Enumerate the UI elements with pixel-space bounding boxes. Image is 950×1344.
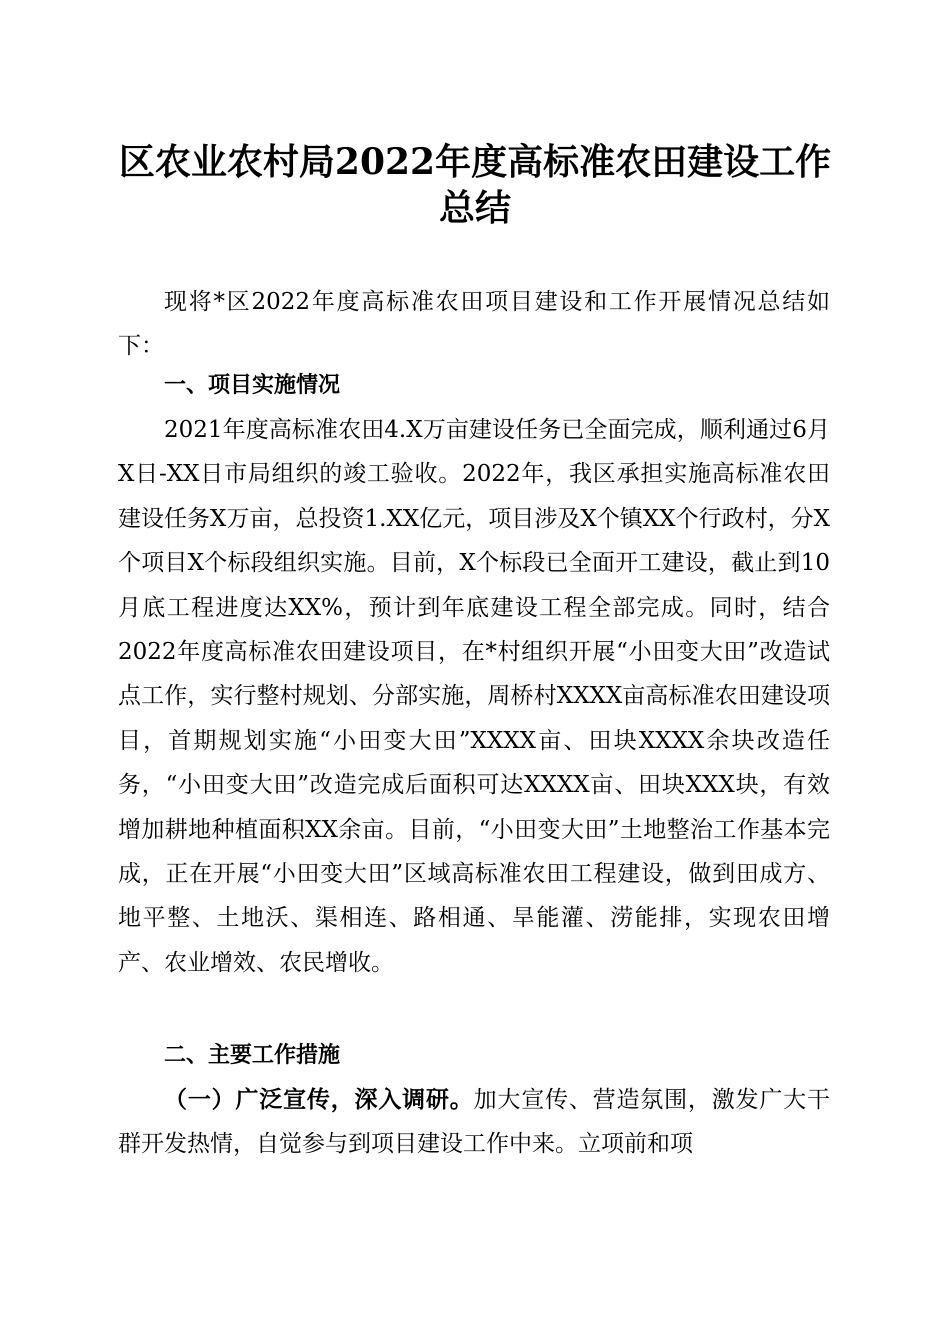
document-title-line-1: 区农业农村局2022年度高标准农田建设工作 [118,141,832,183]
subsection-heading-publicity: （一）广泛宣传，深入调研。 [164,1086,474,1113]
section-paragraph-measures [118,1078,830,1167]
subsection-text-publicity: 加大宣传、营造氛围，激发广大干群开发热情，自觉参与到项目建设工作中来。立项前和项 [118,1087,831,1158]
document-title-line-2: 总结 [438,187,511,229]
section-paragraph-implementation: 2021年度高标准农田4.X万亩建设任务已全面完成，顺利通过6月X日-XX日市局组织的竣工验收。2022年，我区承担实施高标准农田建设任务X万亩，总投资1.XX亿元，项目涉及X个镇XX个行政村，分X个项目X个标段组织实施。目前，X个标段已全面开工建设，截止到10月底工程进度达XX%，预计到年底建设工程全部完成。同时，结合2022年度高标准农田建设项目，在*村组织开展“小田变大田”改造试点工作，实行整村规划、分部实施，周桥村XXXX亩高标准农田建设项目，首期规划实施“小田变大田”XXXX亩、田块XXXX余块改造任务，“小田变大田”改造完成后面积可达XXXX亩、田块XXX块，有效增加耕地种植面积XX余亩。目前，“小田变大田”土地整治工作基本完成，正在开展“小田变大田”区域高标准农田工程建设，做到田成方、地平整、土地沃、渠相连、路相通、旱能灌、涝能排，实现农田增产、农业增效、农民增收。 [118,417,830,976]
section-heading-implementation: 一、项目实施情况 [164,373,341,398]
section-heading-measures: 二、主要工作措施 [164,1043,341,1068]
intro-paragraph: 现将*区2022年度高标准农田项目建设和工作开展情况总结如下： [118,289,830,360]
